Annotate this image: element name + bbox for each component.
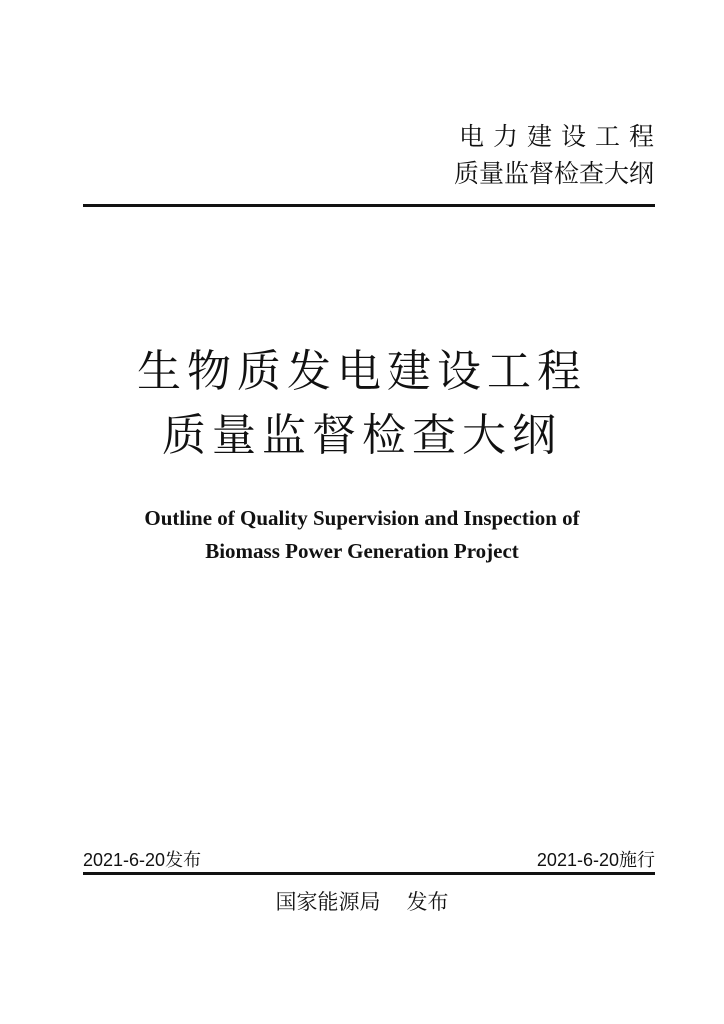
series-line-2: 质量监督检查大纲 [453, 159, 654, 188]
document-title-cn [0, 340, 724, 468]
title-cn-line-2: 质量监督检查大纲 [162, 410, 562, 461]
publisher-name: 国家能源局 [275, 890, 381, 914]
publisher-action: 发布 [406, 890, 449, 914]
title-cn-line-1: 生物质发电建设工程 [137, 346, 587, 397]
date-row [83, 846, 655, 870]
series-line-1: 电力建设工程 [458, 122, 663, 151]
effective-date: 2021-6-20施行 [536, 850, 655, 870]
issue-date: 2021-6-20发布 [83, 850, 202, 870]
bottom-divider [83, 872, 655, 875]
title-en-line-2: Biomass Power Generation Project [205, 539, 519, 563]
series-title [453, 118, 663, 192]
top-divider [83, 204, 655, 207]
document-title-en [0, 502, 724, 568]
publisher-line [0, 886, 724, 916]
title-en-line-1: Outline of Quality Supervision and Inspection of [144, 506, 580, 530]
